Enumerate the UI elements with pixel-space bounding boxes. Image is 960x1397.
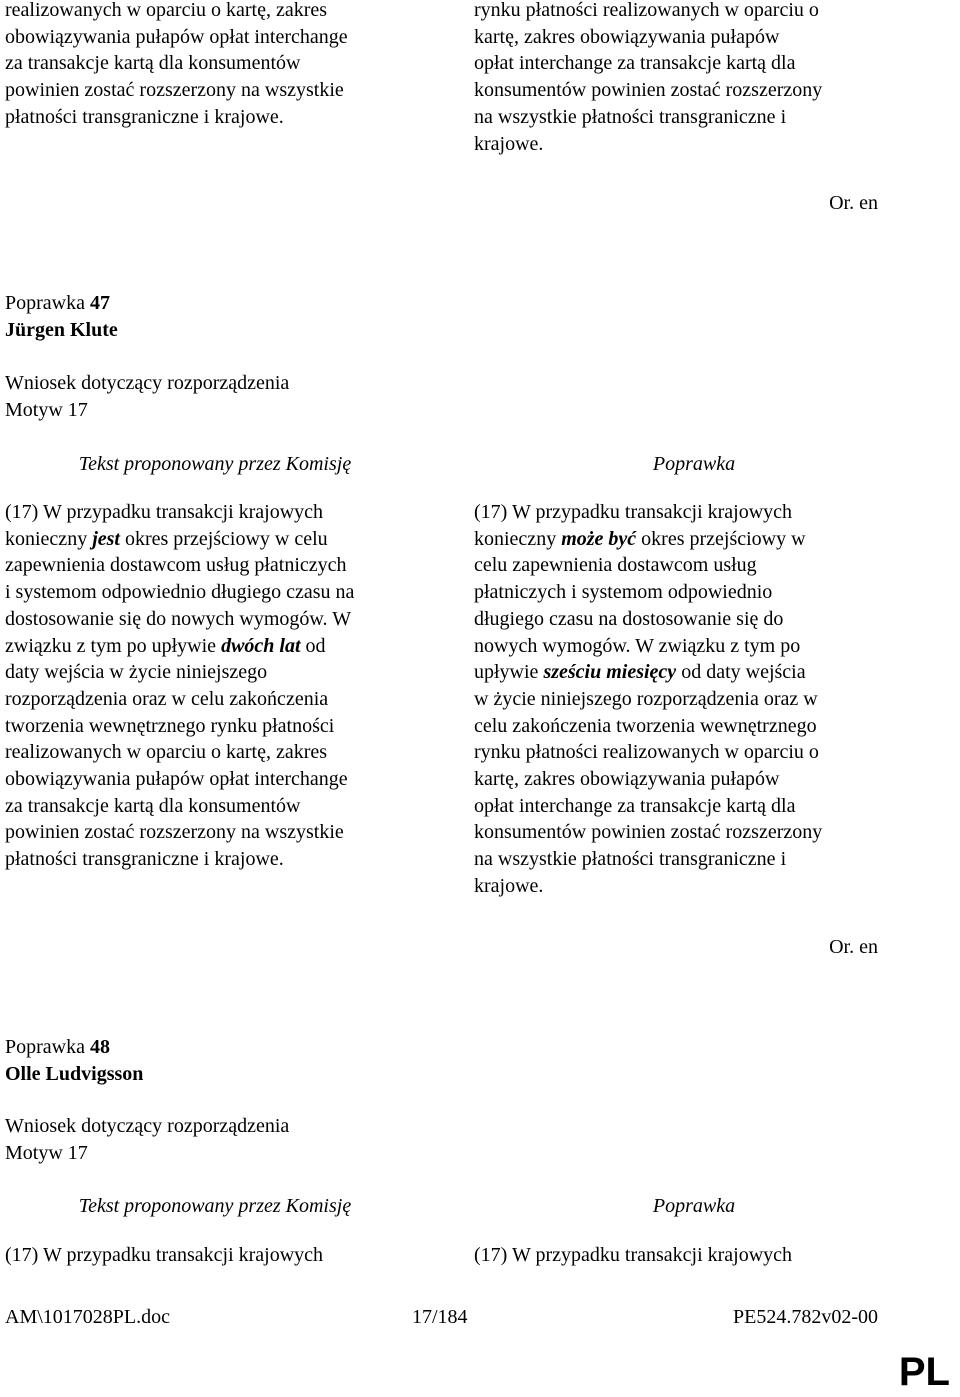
column-header-amendment: Poprawka bbox=[652, 1195, 736, 1217]
column-header-commission: Tekst proponowany przez Komisję bbox=[78, 453, 352, 475]
changed-text: jest bbox=[92, 527, 120, 550]
continuation-right-text bbox=[474, 0, 914, 157]
text-line: tworzenia wewnętrznego rynku płatności bbox=[5, 714, 335, 737]
text-line: kartę, zakres obowiązywania pułapów bbox=[474, 25, 780, 48]
text-line: celu zapewnienia dostawcom usług bbox=[474, 554, 757, 577]
amendment-label: Poprawka bbox=[5, 292, 85, 314]
text-line: dostosowanie się do nowych wymogów. W bbox=[5, 607, 352, 630]
recital-reference: Motyw 17 bbox=[5, 1142, 88, 1164]
text-line: (17) W przypadku transakcji krajowych bbox=[474, 501, 793, 523]
amendment-author: Olle Ludvigsson bbox=[5, 1063, 144, 1085]
amendment-heading bbox=[5, 290, 110, 317]
text-line: płatności transgraniczne i krajowe. bbox=[5, 848, 284, 871]
amendment-text-first-line: (17) W przypadku transakcji krajowych bbox=[474, 1244, 793, 1266]
original-language-note: Or. en bbox=[829, 936, 878, 958]
amendment-number: 48 bbox=[89, 1036, 110, 1058]
text-line: (17) W przypadku transakcji krajowych bbox=[5, 501, 324, 523]
text-line: nowych wymogów. W związku z tym po bbox=[474, 634, 801, 657]
column-header-amendment: Poprawka bbox=[652, 453, 736, 475]
recital-reference: Motyw 17 bbox=[5, 399, 88, 421]
text-segment: związku z tym po upływie bbox=[5, 634, 222, 657]
text-line: celu zakończenia tworzenia wewnętrznego bbox=[474, 714, 817, 737]
column-header-commission: Tekst proponowany przez Komisję bbox=[78, 1195, 352, 1217]
text-line bbox=[5, 526, 425, 553]
footer-pe-reference: PE524.782v02-00 bbox=[733, 1306, 878, 1328]
text-line bbox=[5, 633, 425, 660]
changed-text: może być bbox=[561, 527, 637, 550]
text-line: kartę, zakres obowiązywania pułapów bbox=[474, 768, 780, 791]
text-line: na wszystkie płatności transgraniczne i bbox=[474, 105, 787, 128]
text-line: opłat interchange za transakcje kartą dla bbox=[474, 794, 796, 817]
text-line: opłat interchange za transakcje kartą dla bbox=[474, 52, 796, 75]
footer-page-number: 17/184 bbox=[412, 1306, 468, 1328]
text-line: zapewnienia dostawcom usług płatniczych bbox=[5, 554, 347, 577]
amendment-author: Jürgen Klute bbox=[5, 319, 118, 341]
text-line: w życie niniejszego rozporządzenia oraz w bbox=[474, 687, 818, 710]
text-line: i systemom odpowiednio długiego czasu na bbox=[5, 581, 355, 604]
text-line: rynku płatności realizowanych w oparciu o bbox=[474, 741, 819, 764]
continuation-left-text bbox=[5, 0, 425, 131]
text-line: krajowe. bbox=[474, 132, 544, 155]
text-line: za transakcje kartą dla konsumentów bbox=[5, 794, 301, 817]
text-line: konsumentów powinien zostać rozszerzony bbox=[474, 821, 823, 844]
text-line: daty wejścia w życie niniejszego bbox=[5, 661, 268, 684]
amendment-number: 47 bbox=[89, 292, 110, 314]
text-segment: upływie bbox=[474, 661, 544, 684]
proposal-title: Wniosek dotyczący rozporządzenia bbox=[5, 372, 290, 394]
text-line: konsumentów powinien zostać rozszerzony bbox=[474, 79, 823, 102]
text-segment: od bbox=[300, 634, 326, 657]
text-line: krajowe. bbox=[474, 874, 544, 897]
original-language-note: Or. en bbox=[829, 192, 878, 214]
text-line: płatniczych i systemom odpowiednio bbox=[474, 581, 773, 604]
language-mark: PL bbox=[898, 1350, 950, 1394]
text-segment: konieczny bbox=[474, 527, 562, 550]
footer-doc-reference: AM\1017028PL.doc bbox=[5, 1306, 170, 1328]
commission-text bbox=[5, 499, 425, 873]
amendment-heading bbox=[5, 1034, 110, 1061]
changed-text: dwóch lat bbox=[221, 634, 301, 657]
text-segment: od daty wejścia bbox=[676, 661, 806, 684]
text-line: rozporządzenia oraz w celu zakończenia bbox=[5, 687, 329, 710]
amendment-text bbox=[474, 499, 914, 900]
text-line: realizowanych w oparciu o kartę, zakres bbox=[5, 0, 328, 21]
text-line: obowiązywania pułapów opłat interchange bbox=[5, 768, 348, 791]
proposal-title: Wniosek dotyczący rozporządzenia bbox=[5, 1115, 290, 1137]
text-line: rynku płatności realizowanych w oparciu o bbox=[474, 0, 819, 21]
text-line bbox=[474, 659, 914, 686]
text-segment: konieczny bbox=[5, 527, 93, 550]
text-line: za transakcje kartą dla konsumentów bbox=[5, 52, 301, 75]
amendment-label: Poprawka bbox=[5, 1036, 85, 1058]
text-line: płatności transgraniczne i krajowe. bbox=[5, 105, 284, 128]
text-segment: okres przejściowy w celu bbox=[119, 527, 328, 550]
text-line: obowiązywania pułapów opłat interchange bbox=[5, 25, 348, 48]
text-line bbox=[474, 526, 914, 553]
text-line: na wszystkie płatności transgraniczne i bbox=[474, 848, 787, 871]
text-line: powinien zostać rozszerzony na wszystkie bbox=[5, 821, 344, 844]
text-segment: okres przejściowy w bbox=[636, 527, 806, 550]
text-line: realizowanych w oparciu o kartę, zakres bbox=[5, 741, 328, 764]
text-line: powinien zostać rozszerzony na wszystkie bbox=[5, 79, 344, 102]
text-line: długiego czasu na dostosowanie się do bbox=[474, 607, 784, 630]
changed-text: sześciu miesięcy bbox=[543, 661, 677, 684]
commission-text-first-line: (17) W przypadku transakcji krajowych bbox=[5, 1244, 324, 1266]
